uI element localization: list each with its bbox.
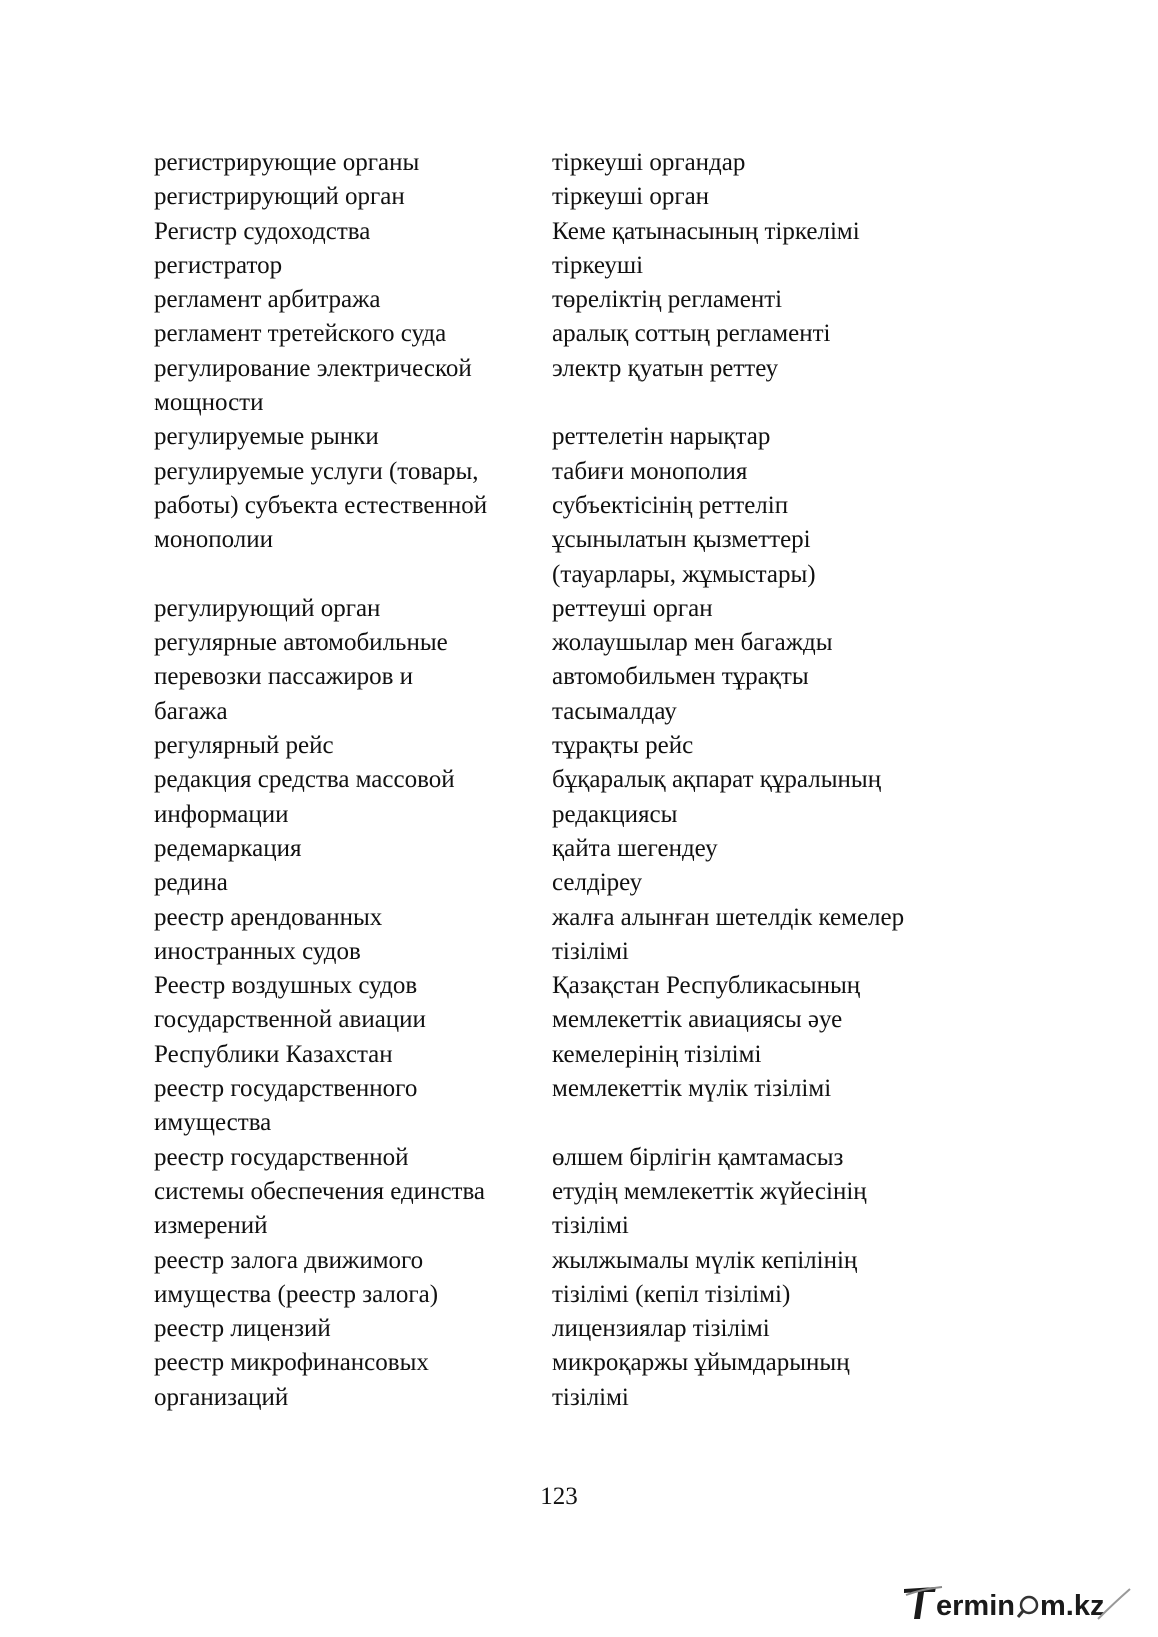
kazakh-term <box>552 317 1014 351</box>
glossary-entry <box>154 420 1014 454</box>
kazakh-term-line: тұрақты рейс <box>552 732 694 760</box>
russian-term-line: регистратор <box>154 251 283 279</box>
russian-term <box>154 420 552 454</box>
russian-term-line: имущества (реестр залога) <box>154 1280 439 1308</box>
russian-term-line: работы) субъекта естественной <box>154 491 488 519</box>
kazakh-term <box>552 455 1014 592</box>
russian-term-line: реестр микрофинансовых <box>154 1349 429 1377</box>
kazakh-term-line: мемлекеттік мүлік тізілімі <box>552 1075 832 1103</box>
kazakh-term-line: жалға алынған шетелдік кемелер <box>552 903 905 931</box>
kazakh-term <box>552 901 1014 970</box>
russian-term <box>154 729 552 763</box>
termincom-logo-icon <box>902 1583 1132 1623</box>
glossary-entry <box>154 1346 1014 1415</box>
russian-term-line: реестр лицензий <box>154 1315 331 1343</box>
kazakh-term-line: реттелетін нарықтар <box>552 423 771 451</box>
glossary-entry <box>154 180 1014 214</box>
kazakh-term <box>552 592 1014 626</box>
kazakh-term <box>552 1346 1014 1415</box>
russian-term <box>154 1312 552 1346</box>
page-number: 123 <box>540 1483 578 1510</box>
russian-term-line: регламент арбитража <box>154 286 381 314</box>
russian-term-line: багажа <box>154 697 228 725</box>
kazakh-term-line: лицензиялар тізілімі <box>552 1315 770 1343</box>
glossary-entry <box>154 1312 1014 1346</box>
glossary-entry <box>154 283 1014 317</box>
russian-term-line: регулярные автомобильные <box>154 629 448 657</box>
kazakh-term-line: селдіреу <box>552 869 643 897</box>
kazakh-term-line: тізілімі <box>552 1383 629 1411</box>
kazakh-term-line: ұсынылатын қызметтері <box>552 526 811 554</box>
glossary-entry <box>154 729 1014 763</box>
kazakh-term-line: электр қуатын реттеу <box>552 354 779 382</box>
kazakh-term-line: реттеуші орган <box>552 594 713 622</box>
russian-term <box>154 215 552 249</box>
russian-term-line <box>154 558 552 592</box>
kazakh-term <box>552 1312 1014 1346</box>
kazakh-term <box>552 866 1014 900</box>
glossary-entry <box>154 317 1014 351</box>
russian-term-line: Республики Казахстан <box>154 1040 393 1068</box>
glossary-entry <box>154 1141 1014 1244</box>
russian-term-line: Регистр судоходства <box>154 217 371 245</box>
russian-term <box>154 317 552 351</box>
kazakh-term-line: аралық соттың регламенті <box>552 320 831 348</box>
russian-term-line: измерений <box>154 1212 268 1240</box>
russian-term-line: редина <box>154 869 228 897</box>
russian-term <box>154 249 552 283</box>
kazakh-term <box>552 729 1014 763</box>
glossary-entry <box>154 215 1014 249</box>
glossary-entry <box>154 146 1014 180</box>
kazakh-term <box>552 249 1014 283</box>
russian-term <box>154 592 552 626</box>
russian-term-line: регулирующий орган <box>154 594 381 622</box>
kazakh-term-line: өлшем бірлігін қамтамасыз <box>552 1143 844 1171</box>
russian-term-line: регламент третейского суда <box>154 320 447 348</box>
kazakh-term-line: Қазақстан Республикасының <box>552 972 861 1000</box>
glossary-entry <box>154 626 1014 729</box>
kazakh-term <box>552 283 1014 317</box>
kazakh-term-line: тіркеуші органдар <box>552 149 746 176</box>
russian-term <box>154 283 552 317</box>
kazakh-term-line: автомобильмен тұрақты <box>552 663 809 691</box>
russian-term <box>154 352 552 421</box>
russian-term-line: регулируемые услуги (товары, <box>154 457 479 485</box>
kazakh-term-line <box>552 386 1014 420</box>
svg-text:ermin: ermin <box>936 1590 1015 1622</box>
russian-term-line: реестр государственной <box>154 1143 409 1171</box>
kazakh-term-line: табиғи монополия <box>552 457 748 485</box>
kazakh-term-line: мемлекеттік авиациясы әуе <box>552 1006 843 1034</box>
svg-text:m.kz: m.kz <box>1040 1590 1105 1622</box>
russian-term <box>154 1346 552 1415</box>
russian-term <box>154 763 552 832</box>
russian-term <box>154 866 552 900</box>
russian-term-line: реестр государственного <box>154 1075 418 1103</box>
russian-term-line: системы обеспечения единства <box>154 1177 486 1205</box>
kazakh-term-line: тізілімі <box>552 937 629 965</box>
russian-term-line: регистрирующий орган <box>154 183 405 211</box>
russian-term-line: реестр арендованных <box>154 903 383 931</box>
kazakh-term <box>552 1072 1014 1141</box>
kazakh-term-line: кемелерінің тізілімі <box>552 1040 762 1068</box>
kazakh-term <box>552 969 1014 1072</box>
glossary-entry <box>154 1244 1014 1313</box>
glossary-table <box>154 146 1014 1415</box>
kazakh-term <box>552 832 1014 866</box>
russian-term-line: редакция средства массовой <box>154 766 455 794</box>
russian-term <box>154 1244 552 1313</box>
kazakh-term-line: субъектісінің реттеліп <box>552 491 789 519</box>
kazakh-term-line: тіркеуші орган <box>552 183 710 211</box>
kazakh-term <box>552 215 1014 249</box>
russian-term <box>154 180 552 214</box>
russian-term-line: организаций <box>154 1383 289 1411</box>
kazakh-term <box>552 626 1014 729</box>
russian-term-line: монополии <box>154 526 273 554</box>
russian-term-line: иностранных судов <box>154 937 361 965</box>
russian-term-line: регулируемые рынки <box>154 423 379 451</box>
kazakh-term-line: Кеме қатынасының тіркелімі <box>552 217 860 245</box>
glossary-entry <box>154 969 1014 1072</box>
kazakh-term-line: етудің мемлекеттік жүйесінің <box>552 1177 867 1205</box>
kazakh-term <box>552 420 1014 454</box>
russian-term <box>154 1141 552 1244</box>
russian-term-line: государственной авиации <box>154 1006 426 1034</box>
russian-term <box>154 1072 552 1141</box>
kazakh-term-line: қайта шегендеу <box>552 834 718 862</box>
kazakh-term-line: редакциясы <box>552 800 678 828</box>
russian-term-line: реестр залога движимого <box>154 1246 424 1274</box>
russian-term <box>154 969 552 1072</box>
kazakh-term <box>552 180 1014 214</box>
russian-term <box>154 832 552 866</box>
kazakh-term-line: бұқаралық ақпарат құралының <box>552 766 882 794</box>
kazakh-term-line: тіркеуші <box>552 251 644 279</box>
kazakh-term-line: тізілімі <box>552 1212 629 1240</box>
russian-term-line: перевозки пассажиров и <box>154 663 414 691</box>
kazakh-term-line: (тауарлары, жұмыстары) <box>552 560 816 588</box>
kazakh-term-line: микроқаржы ұйымдарының <box>552 1349 850 1377</box>
kazakh-term-line: төреліктің регламенті <box>552 286 783 314</box>
russian-term-line: информации <box>154 800 289 828</box>
kazakh-term-line: жолаушылар мен багажды <box>552 629 833 657</box>
glossary-entry <box>154 455 1014 592</box>
kazakh-term <box>552 1141 1014 1244</box>
kazakh-term-line: тізілімі (кепіл тізілімі) <box>552 1280 791 1308</box>
kazakh-term <box>552 763 1014 832</box>
russian-term-line: Реестр воздушных судов <box>154 972 418 1000</box>
russian-term <box>154 901 552 970</box>
glossary-entry <box>154 592 1014 626</box>
russian-term-line: имущества <box>154 1109 272 1137</box>
russian-term <box>154 626 552 729</box>
kazakh-term-line: жылжымалы мүлік кепілінің <box>552 1246 858 1274</box>
glossary-entry <box>154 832 1014 866</box>
glossary-entry <box>154 901 1014 970</box>
kazakh-term <box>552 352 1014 421</box>
termincom-watermark-logo <box>902 1583 1132 1623</box>
glossary-entry <box>154 763 1014 832</box>
russian-term-line: редемаркация <box>154 834 302 862</box>
kazakh-term <box>552 146 1014 180</box>
glossary-entry <box>154 249 1014 283</box>
russian-term-line: регистрирующие органы <box>154 149 420 176</box>
kazakh-term-line <box>552 1106 1014 1140</box>
russian-term-line: регулирование электрической <box>154 354 472 382</box>
glossary-entry <box>154 1072 1014 1141</box>
kazakh-term <box>552 1244 1014 1313</box>
glossary-entry <box>154 352 1014 421</box>
kazakh-term-line: тасымалдау <box>552 697 677 725</box>
glossary-entry <box>154 866 1014 900</box>
russian-term <box>154 146 552 180</box>
russian-term-line: мощности <box>154 389 264 417</box>
russian-term-line: регулярный рейс <box>154 732 334 760</box>
russian-term <box>154 455 552 592</box>
